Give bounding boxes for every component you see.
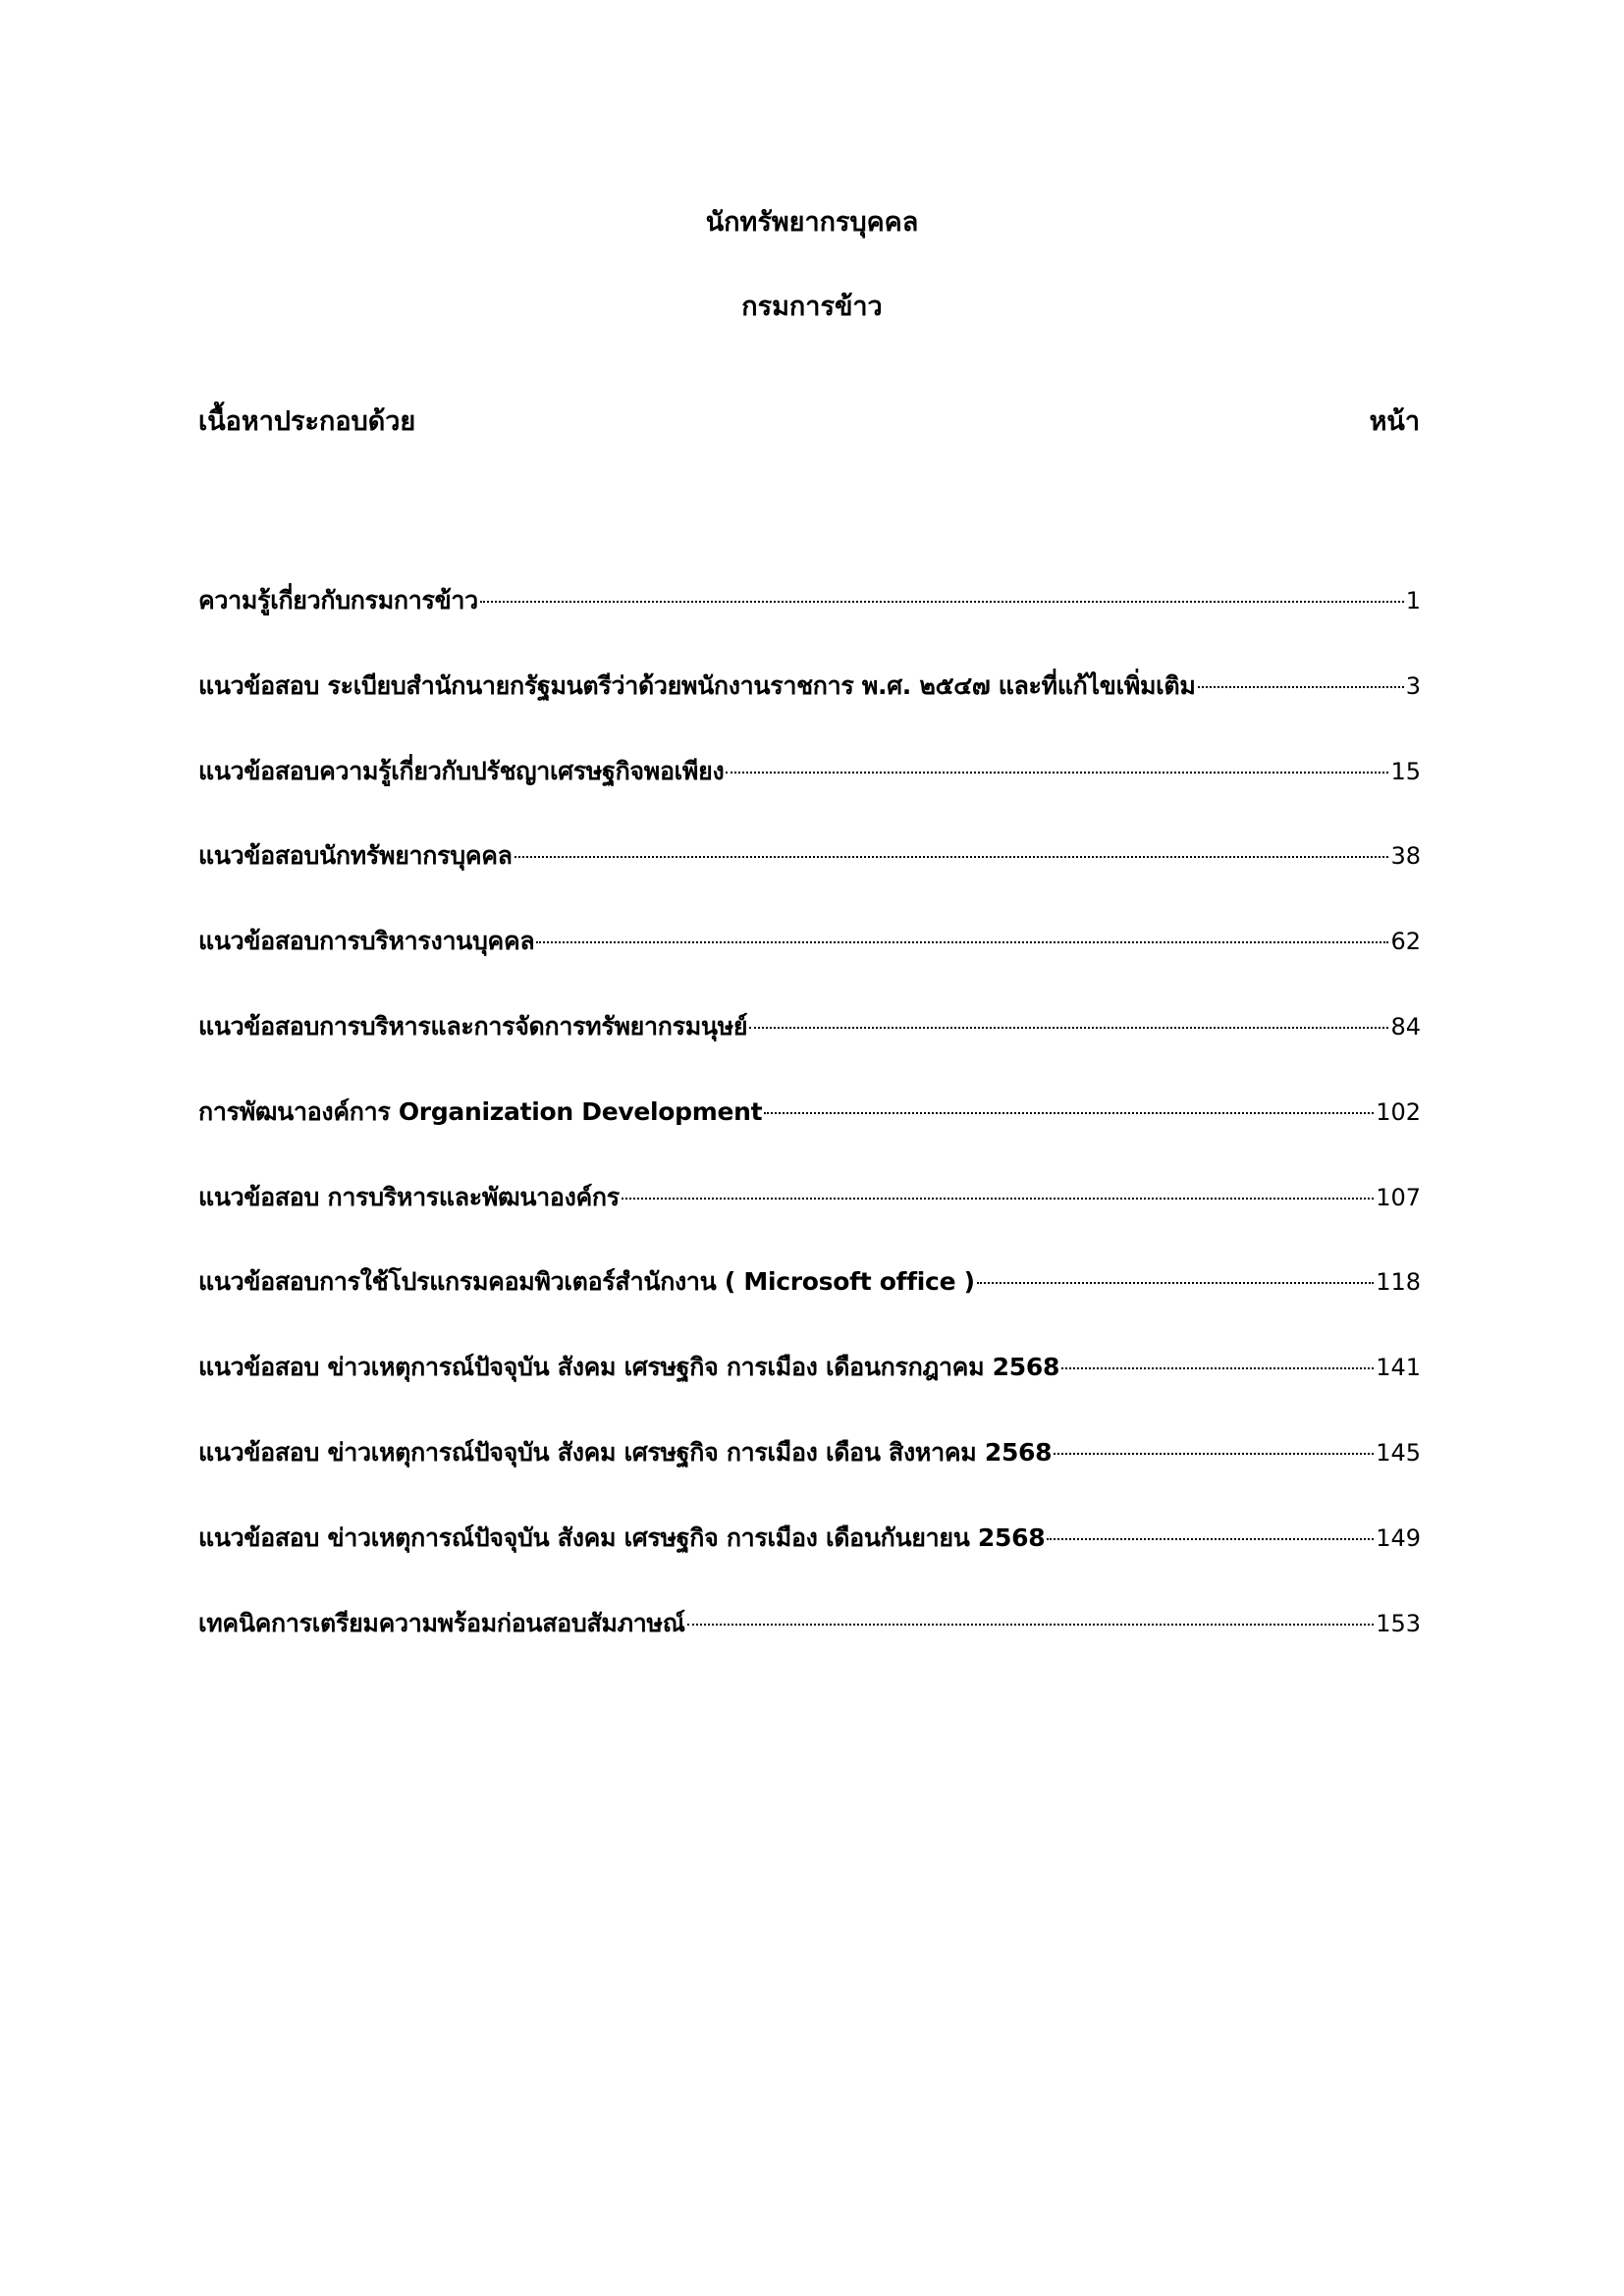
- toc-contents-heading: เนื้อหาประกอบด้วย: [198, 406, 416, 437]
- toc-entry[interactable]: [198, 1604, 1421, 1689]
- toc-entry[interactable]: [198, 1262, 1421, 1348]
- toc-entry[interactable]: [198, 1519, 1421, 1604]
- toc-entry[interactable]: [198, 1007, 1421, 1093]
- dot-leader: [687, 1624, 1375, 1626]
- toc-entry[interactable]: [198, 581, 1421, 667]
- toc-entry-title: แนวข้อสอบ ข่าวเหตุการณ์ปัจจุบัน สังคม เศรษฐกิจ การเมือง เดือนกันยายน 2568: [198, 1522, 1046, 1552]
- toc-entry-title: ความรู้เกี่ยวกับกรมการข้าว: [198, 586, 478, 614]
- toc-entry-page: 38: [1390, 842, 1421, 871]
- toc-entry-page: 118: [1376, 1268, 1421, 1297]
- toc-entry-title: แนวข้อสอบ การบริหารและพัฒนาองค์กร: [198, 1182, 620, 1211]
- toc-entry-title: แนวข้อสอบการใช้โปรแกรมคอมพิวเตอร์สำนักงาน ( Microsoft office ): [198, 1267, 975, 1297]
- dot-leader: [1054, 1453, 1374, 1455]
- toc-entry-page: 102: [1376, 1097, 1421, 1126]
- toc-entry-page: 145: [1376, 1438, 1421, 1467]
- toc-entry-page: 15: [1390, 757, 1421, 785]
- toc-entry[interactable]: [198, 1433, 1421, 1519]
- dot-leader: [764, 1112, 1374, 1114]
- dot-leader: [749, 1027, 1388, 1029]
- toc-entry[interactable]: [198, 667, 1421, 752]
- dot-leader: [726, 772, 1388, 774]
- toc-entry-page: 153: [1376, 1609, 1421, 1637]
- dot-leader: [1198, 686, 1404, 688]
- dot-leader: [622, 1198, 1374, 1200]
- document-title: นักทรัพยากรบุคคล: [705, 207, 919, 238]
- toc-entry-title: การพัฒนาองค์การ Organization Development: [198, 1096, 763, 1126]
- toc-entry-title: แนวข้อสอบ ข่าวเหตุการณ์ปัจจุบัน สังคม เศรษฐกิจ การเมือง เดือนกรกฎาคม 2568: [198, 1353, 1060, 1382]
- toc-page-heading: หน้า: [1369, 406, 1420, 437]
- table-of-contents: [198, 581, 1421, 1688]
- toc-entry-title: แนวข้อสอบการบริหารและการจัดการทรัพยากรมนุษย์: [198, 1011, 748, 1041]
- toc-entry-page: 149: [1376, 1523, 1421, 1552]
- toc-entry-title: แนวข้อสอบ ระเบียบสำนักนายกรัฐมนตรีว่าด้วยพนักงานราชการ พ.ศ. ๒๕๔๗ และที่แก้ไขเพิ่มเติม: [198, 670, 1196, 700]
- toc-entry-page: 107: [1376, 1183, 1421, 1211]
- toc-entry-title: แนวข้อสอบนักทรัพยากรบุคคล: [198, 841, 513, 871]
- toc-entry-title: แนวข้อสอบการบริหารงานบุคคล: [198, 927, 535, 956]
- document-subtitle: กรมการข้าว: [741, 292, 883, 322]
- toc-header: [198, 402, 1420, 442]
- dot-leader: [977, 1282, 1374, 1284]
- toc-entry[interactable]: [198, 1348, 1421, 1433]
- toc-entry-title: เทคนิคการเตรียมความพร้อมก่อนสอบสัมภาษณ์: [198, 1608, 685, 1637]
- dot-leader: [536, 941, 1388, 943]
- toc-entry-page: 141: [1376, 1354, 1421, 1382]
- toc-entry-page: 3: [1405, 671, 1421, 700]
- toc-entry[interactable]: [198, 1093, 1421, 1178]
- toc-entry[interactable]: [198, 1178, 1421, 1263]
- toc-entry[interactable]: [198, 752, 1421, 837]
- toc-entry[interactable]: [198, 922, 1421, 1007]
- toc-entry-title: แนวข้อสอบความรู้เกี่ยวกับปรัชญาเศรษฐกิจพอเพียง: [198, 756, 725, 785]
- dot-leader: [480, 601, 1404, 603]
- toc-entry-page: 84: [1390, 1012, 1421, 1041]
- toc-entry[interactable]: [198, 836, 1421, 922]
- dot-leader: [514, 856, 1389, 858]
- dot-leader: [1061, 1367, 1374, 1369]
- toc-entry-page: 1: [1405, 587, 1421, 614]
- toc-entry-title: แนวข้อสอบ ข่าวเหตุการณ์ปัจจุบัน สังคม เศรษฐกิจ การเมือง เดือน สิงหาคม 2568: [198, 1437, 1053, 1467]
- dot-leader: [1047, 1538, 1374, 1540]
- toc-entry-page: 62: [1390, 928, 1421, 956]
